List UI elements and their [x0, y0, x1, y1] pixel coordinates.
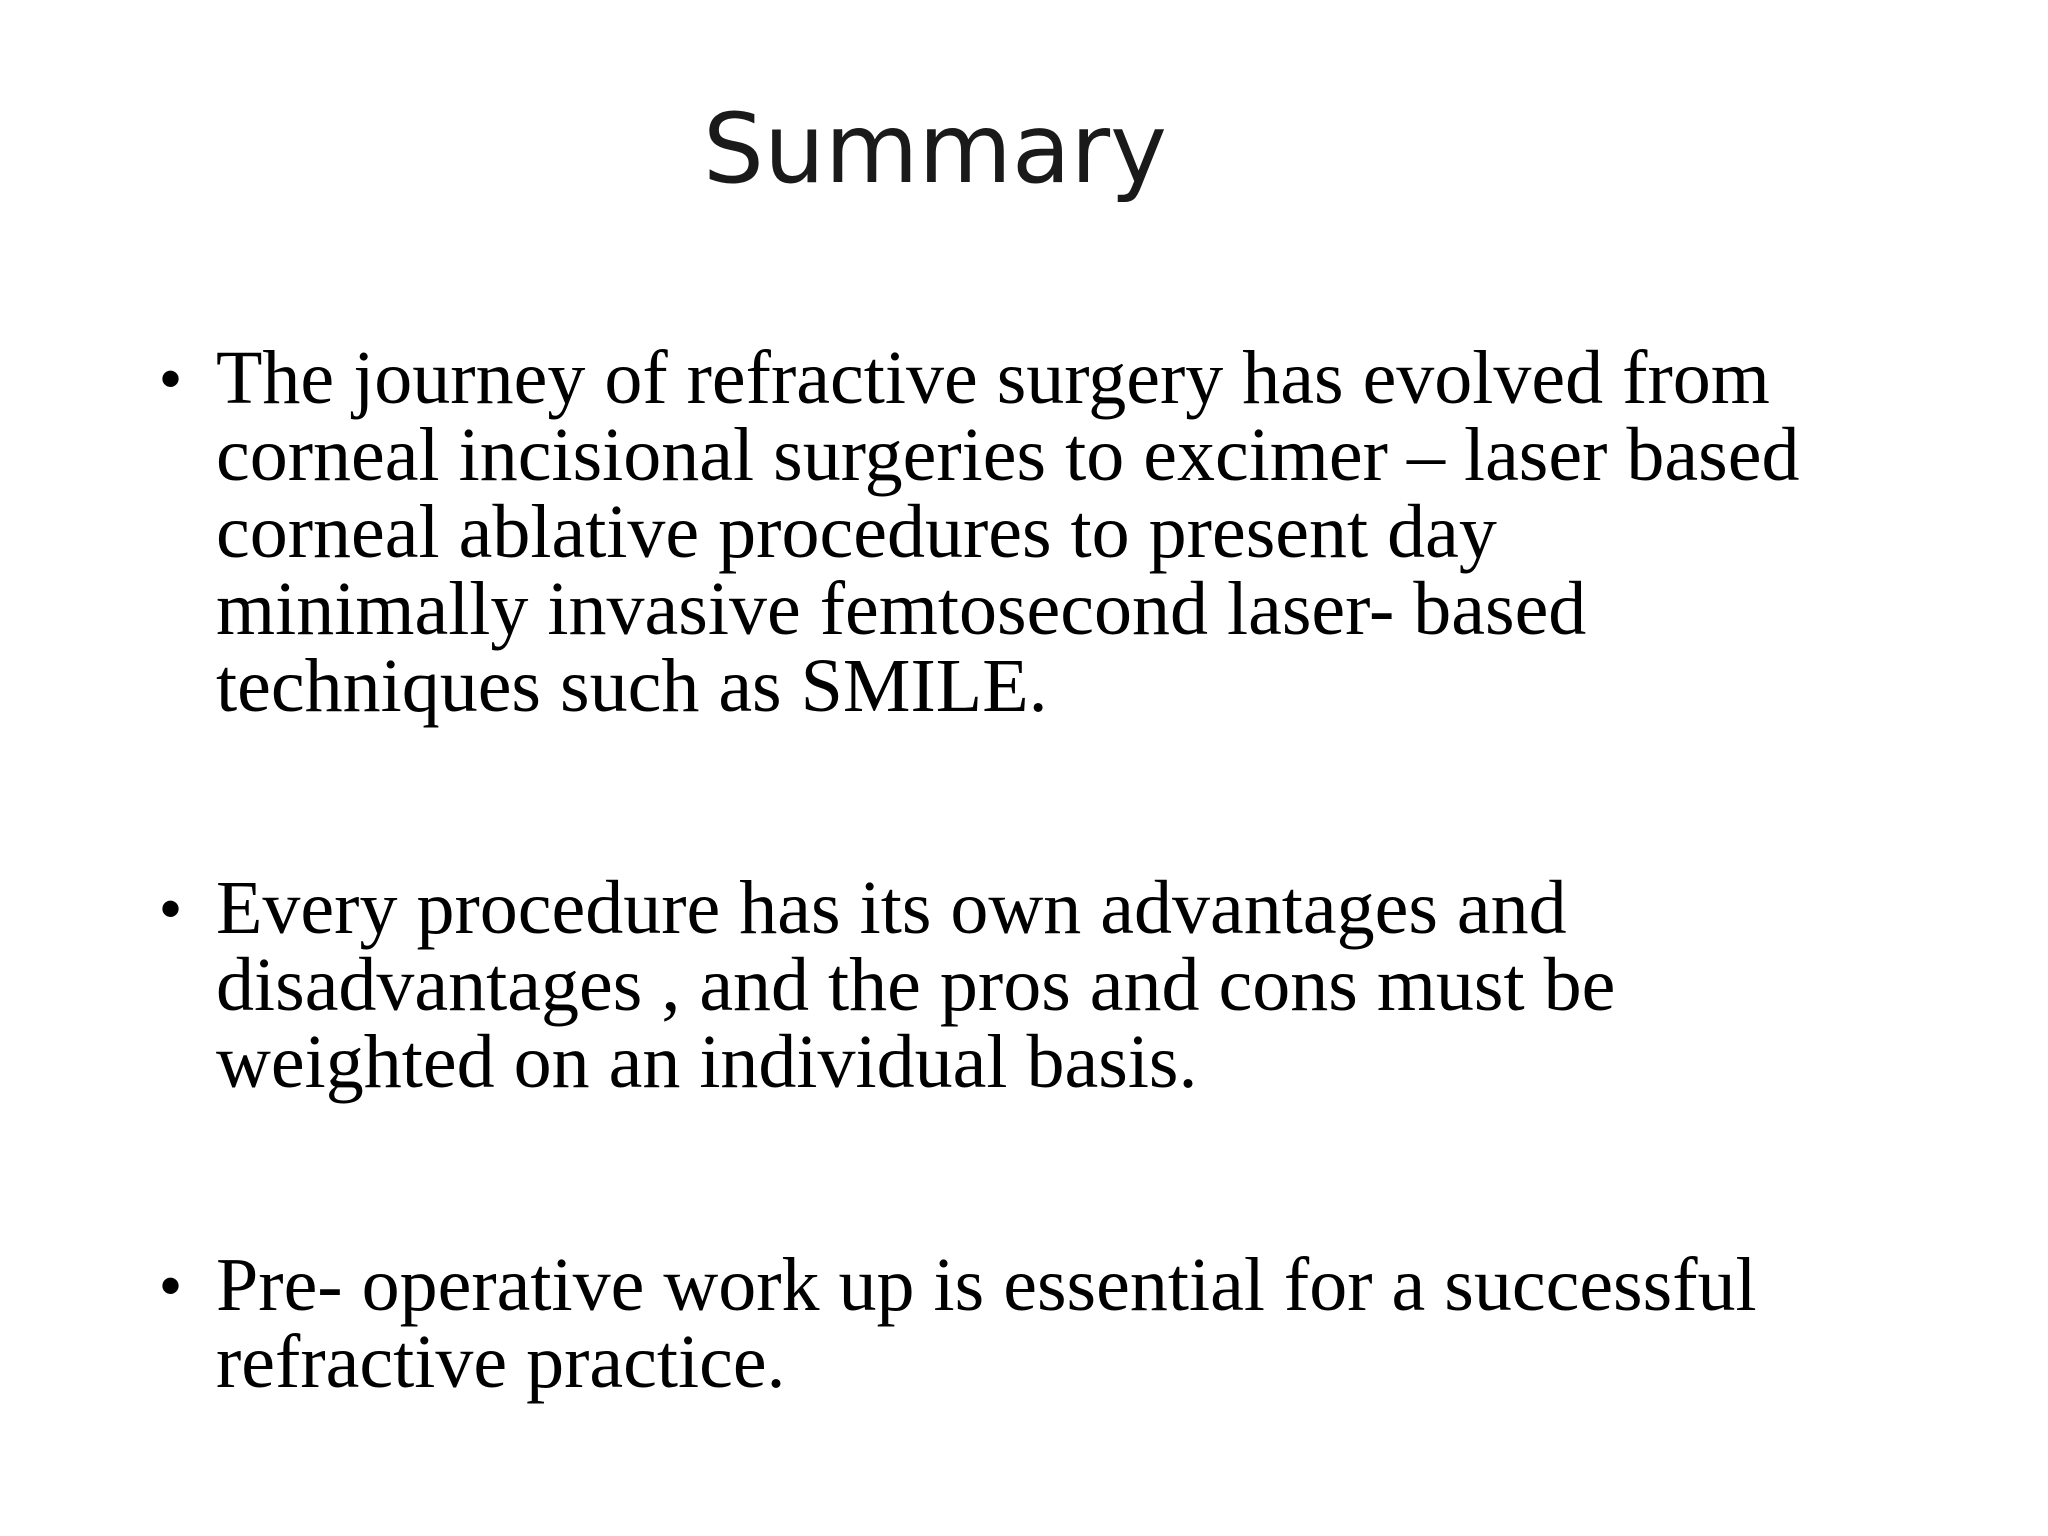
bullet-line: The journey of refractive surgery has evolved from — [216, 336, 1770, 420]
bullet-line: minimally invasive femtosecond laser- based — [216, 567, 1587, 651]
bullet-line: Every procedure has its own advantages and — [216, 866, 1567, 950]
bullet-line: disadvantages , and the pros and cons must be — [216, 943, 1616, 1027]
bullet-line: Pre- operative work up is essential for a successful — [216, 1243, 1757, 1327]
bullet-marker: • — [160, 1252, 182, 1319]
bullet-list — [160, 336, 1920, 1404]
slide-title: Summary — [703, 93, 1167, 205]
bullet-item — [160, 1243, 1920, 1404]
bullet-item — [160, 336, 1920, 728]
bullet-item — [160, 866, 1920, 1104]
bullet-line: refractive practice. — [216, 1320, 786, 1404]
bullet-marker: • — [160, 875, 182, 942]
bullet-line: weighted on an individual basis. — [216, 1020, 1198, 1104]
bullet-line: corneal ablative procedures to present day — [216, 490, 1497, 574]
bullet-line: corneal incisional surgeries to excimer – laser based — [216, 413, 1800, 497]
bullet-marker: • — [160, 345, 182, 412]
bullet-line: techniques such as SMILE. — [216, 644, 1048, 728]
